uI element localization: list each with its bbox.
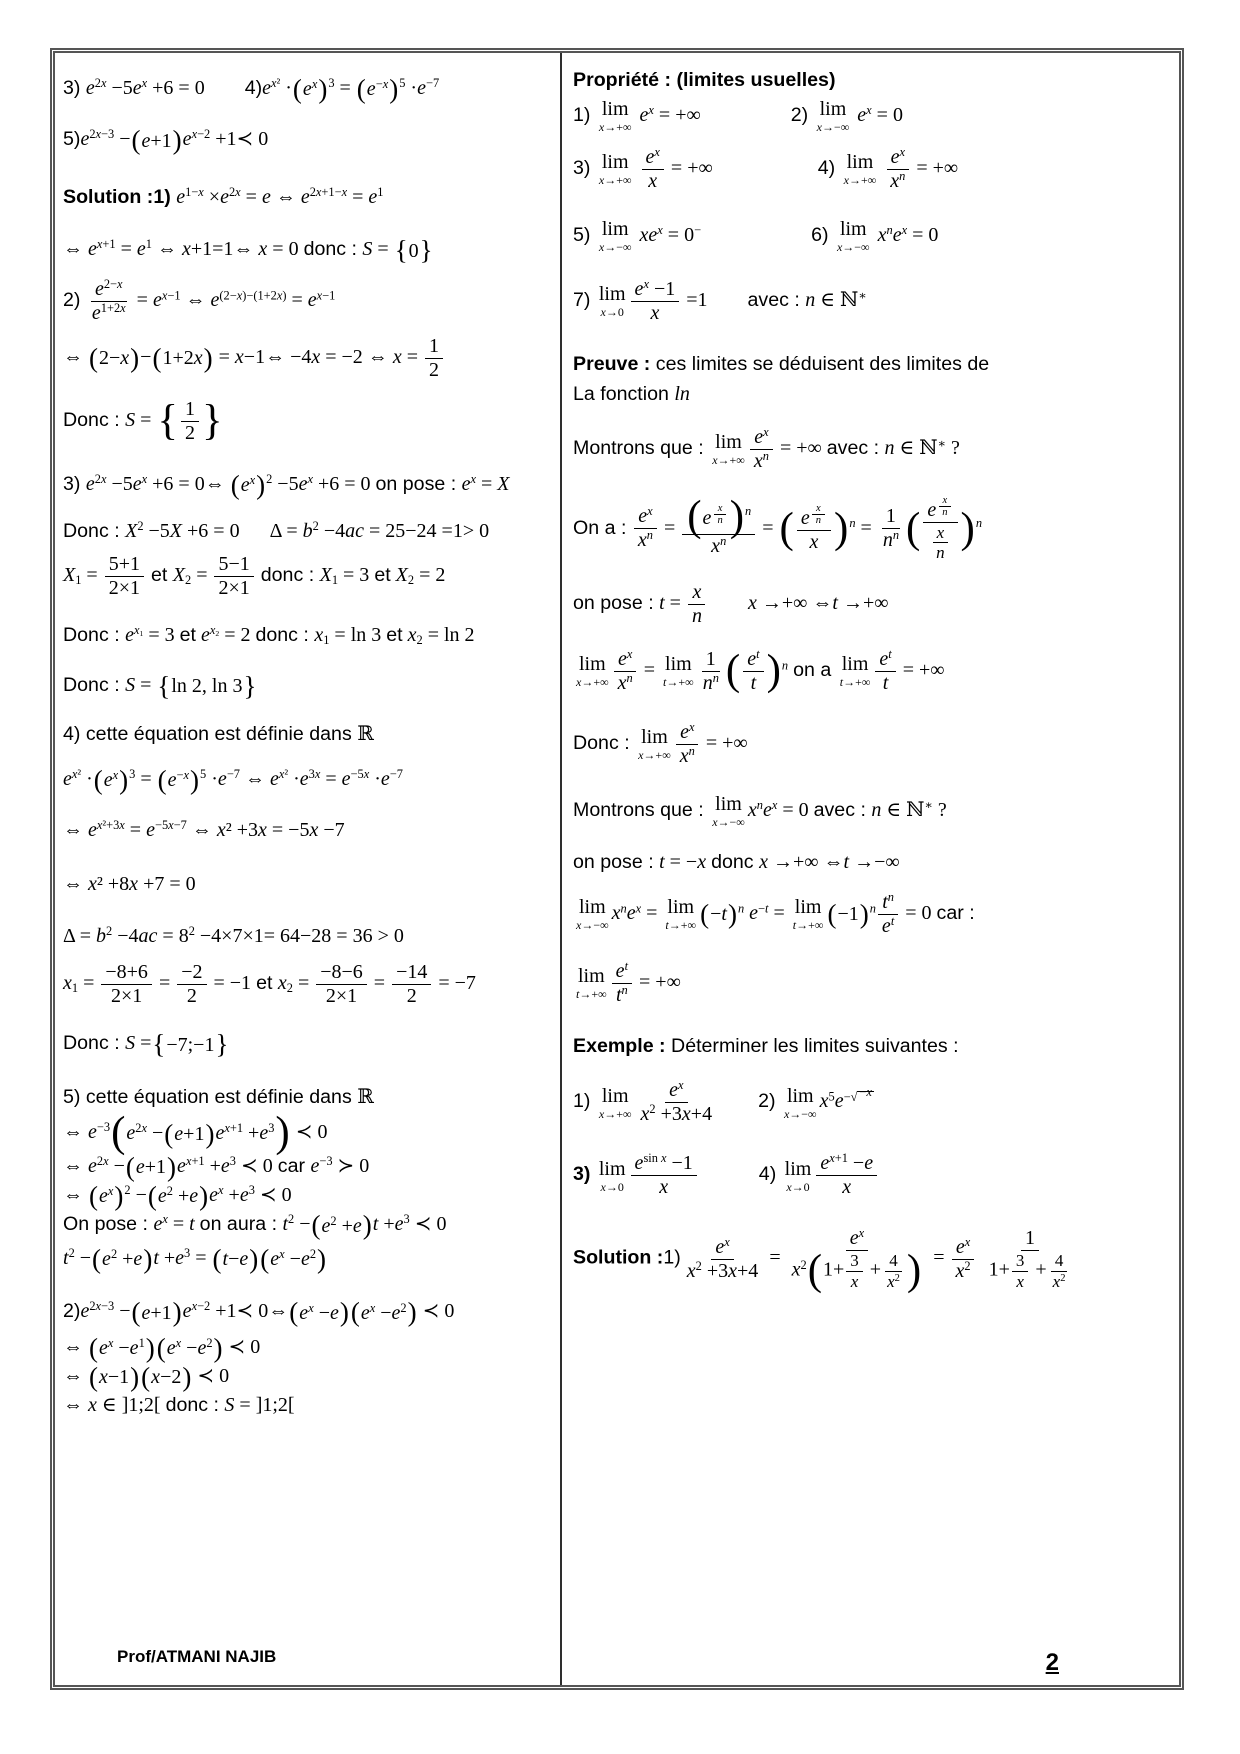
- math-line: $X_1$ = $\frac{5+1}{2\times 1}$ et $X_2$ = $\frac{5-1}{2\times 1}$ donc : $X_1 = 3$ et $X_2 = 2$: [63, 552, 446, 599]
- math-line: Donc : lim x→+∞ $\frac{e^x}{x^n}$ = +∞: [573, 720, 748, 767]
- math-line: $e^{x^2}$ · ( $e^x$ ) $^3$ = ( $e^{-x}$ ) $^5 \cdot e^{-7}$ ⇔ $e^{x^2} \cdot e^{3x} = e^{-5x} \cdot e^{-7}$: [63, 764, 403, 795]
- math-line: lim x→−∞ $x^ne^x$ = lim t→+∞ ( −t ) $^n$ $e^{-t}$ = lim t→+∞ ( −1 ) $^n$ $\frac{t^n}{e^t}$ = 0 car :: [576, 890, 975, 937]
- math-line: Solution :1) $\frac{e^x}{x^2 +3x+4}$ = $e^x$ $x^2$ ( 1+ $\frac{3}{x}$ + $\frac{4}{x^2}$ ) = $\frac{e^x}{x^2}$ 1 1+ $\frac{3}{x}$ + $\frac{4}{x^2}$: [573, 1226, 1066, 1295]
- math-line: ⇔ ( $e^x -e^1$ ) ( $e^x -e^2$ ) ≺ 0: [63, 1332, 261, 1363]
- math-line: 7) lim x→0 $\frac{e^x -1}{x}$ =1 avec : n ∈ ℕ∗: [573, 276, 867, 324]
- math-line: ⇔ $e^{2x}$ − ( e+1 ) $e^{x+1} +e^3$ ≺ 0 car $e^{-3}$ ≻ 0: [63, 1151, 370, 1182]
- math-line: ⇔ ( 2−x ) − ( 1+2x ) = x−1⇔ −4x = −2 ⇔ x = $\frac{1}{2}$: [63, 335, 555, 382]
- math-line: Exemple : Déterminer les limites suivantes :: [573, 1034, 959, 1057]
- math-line: La fonction ln: [573, 383, 690, 406]
- page-frame: [50, 48, 1184, 1690]
- footer-author: Prof/ATMANI NAJIB: [117, 1647, 277, 1666]
- math-line: $x_1$ = $\frac{-8+6}{2\times 1}$ = $\frac{-2}{2}$ = −1 et $x_2$ = $\frac{-8-6}{2\times 1}$ = $\frac{-14}{2}$ = −7: [63, 961, 476, 1008]
- math-line: 5) cette équation est définie dans ℝ: [63, 1085, 374, 1108]
- math-line: on pose : t = $\frac{x}{n}$ x →+∞ ⇔t →+∞: [573, 580, 889, 627]
- right-column: [573, 57, 1179, 1295]
- page-number: 2: [1045, 1649, 1059, 1676]
- math-line: ⇔ $e^{x+1} = e^1$ ⇔ x+1=1⇔ x = 0 donc : S = { 0 }: [63, 235, 433, 266]
- math-line: Donc : S = { ln 2, ln 3 }: [63, 670, 257, 701]
- math-line: ⇔ $e^{x^2+3x} = e^{-5x-7}$ ⇔ x² +3x = −5x −7: [63, 818, 345, 842]
- math-line: 5) lim x→−∞ $xe^x = 0^-$ 6) lim x→−∞ $x^ne^x = 0$: [573, 218, 939, 255]
- math-line: Donc : S = { −7;−1 }: [63, 1029, 229, 1060]
- math-line: 3) lim x→0 $\frac{e^{sin x} -1}{x}$ 4) lim x→0 $\frac{e^{x+1} -e}{x}$: [573, 1152, 1179, 1199]
- math-line: on pose : t = −x donc x →+∞ ⇔t →−∞: [573, 850, 900, 873]
- math-line: lim x→+∞ $\frac{e^x}{x^n}$ = lim t→+∞ $\frac{1}{n^n}$ ( $\frac{e^t}{t}$ ) $^n$ on a lim t→+∞ $\frac{e^t}{t}$ = +∞: [576, 647, 945, 695]
- math-line: lim t→+∞ $\frac{e^t}{t^n}$ = +∞: [576, 959, 681, 1006]
- math-line: 1) lim x→+∞ $\frac{e^x}{x^2 +3x+4}$ 2) lim x→−∞ $x^5e^{- √ -x}$: [573, 1078, 872, 1126]
- math-line: Donc : $e^{x_1} = 3$ et $e^{x_2} = 2$ donc : $x_1 = \ln 3$ et $x_2 = \ln 2$: [63, 622, 475, 647]
- math-line: $2)e^{2x-3}$ − ( e+1 ) $e^{x-2}$ +1≺ 0⇔ ( $e^x -e$ ) ( $e^x -e^2$ ) ≺ 0: [63, 1297, 455, 1328]
- math-line: 1) lim x→+∞ $e^x$ = +∞ 2) lim x→−∞ $e^x = 0$: [573, 98, 903, 135]
- math-line: ⇔ x ∈ ]1;2[ donc : S = ]1;2[: [63, 1394, 295, 1417]
- math-line: $t^2$ − ( $e^2 +e$ ) $t +e^3$ = ( t−e ) ( $e^x -e^2$ ): [63, 1243, 327, 1274]
- left-column: [63, 57, 555, 1419]
- math-line: 3) $e^{2x} -5e^x +6$ = 0⇔ ( $e^x$ ) $^2 -5e^x +6 = 0$ on pose : $e^x = X$: [63, 469, 510, 500]
- math-line: Montrons que : lim x→+∞ $\frac{e^x}{x^n}$ = +∞ avec : n ∈ ℕ∗ ?: [573, 424, 960, 472]
- math-line: Propriété : (limites usuelles): [573, 69, 836, 91]
- math-line: 2) $\frac{e^{2-x}}{e^{1+2x}}$ = $e^{x-1}$ ⇔ $e^{(2-x)-(1+2x)} = e^{x-1}$: [63, 276, 336, 324]
- column-divider: [560, 53, 562, 1685]
- math-line: Donc : $X^2 -5X +6 = 0$ $\Delta = b^2 -4ac = 25-24 =1> 0$: [63, 519, 490, 543]
- math-line: 4) cette équation est définie dans ℝ: [63, 723, 374, 746]
- math-line: ⇔ $e^{-3}$ ( $e^{2x}$ − ( e+1 ) $e^{x+1} +e^3$ ) ≺ 0: [63, 1109, 328, 1157]
- math-line: On a : $\frac{e^x}{x^n}$ = ( e $^{\frac{x}{n}}$ ) $^n$ $x^n$ = ( e $^{\frac{x}{n}}$ x ) $^n$ = $\frac{1}{n^n}$ ( e $^{\frac{x}{n}}$ $\frac{x}{n}$ ) $^n$: [573, 492, 983, 563]
- math-line: Donc : S = { $\frac{1}{2}$ }: [63, 396, 223, 444]
- math-line: $\Delta = b^2 -4ac = 8^2 -4\times 7\times 1= 64-28 = 36 > 0$: [63, 924, 404, 948]
- math-line: On pose : $e^x = t$ on aura : $t^2$ − ( $e^2 +e$ ) $t +e^3$ ≺ 0: [63, 1210, 447, 1241]
- math-line: ⇔ x² +8x +7 = 0: [63, 873, 196, 896]
- math-line: ⇔ ( $e^x$ ) $^2$ − ( $e^2 +e$ ) $e^x +e^3$ ≺ 0: [63, 1180, 292, 1211]
- math-line: ⇔ ( x−1 ) ( x−2 ) ≺ 0: [63, 1361, 230, 1392]
- math-line: Preuve : ces limites se déduisent des limites de: [573, 352, 990, 375]
- math-line: Montrons que : lim x→−∞ $x^ne^x = 0$ avec : n ∈ ℕ∗ ?: [573, 792, 947, 829]
- math-line: 3) lim x→+∞ $\frac{e^x}{x}$ = +∞ 4) lim x→+∞ $\frac{e^x}{x^n}$ = +∞: [573, 145, 959, 193]
- math-line: 3) $e^{2x} -5e^x +6 = 0$ $4)e^{x^2}$ · ( $e^x$ ) $^3$ = ( $e^{-x}$ ) $^5 \cdot e^{-7}$: [63, 73, 440, 104]
- math-line: Solution :1) $e^{1-x} \times e^{2x} = e$ ⇔ $e^{2x+1-x} = e^1$: [63, 185, 384, 208]
- math-line: $5)e^{2x-3}$ − ( e+1 ) $e^{x-2}$ +1≺ 0: [63, 125, 269, 156]
